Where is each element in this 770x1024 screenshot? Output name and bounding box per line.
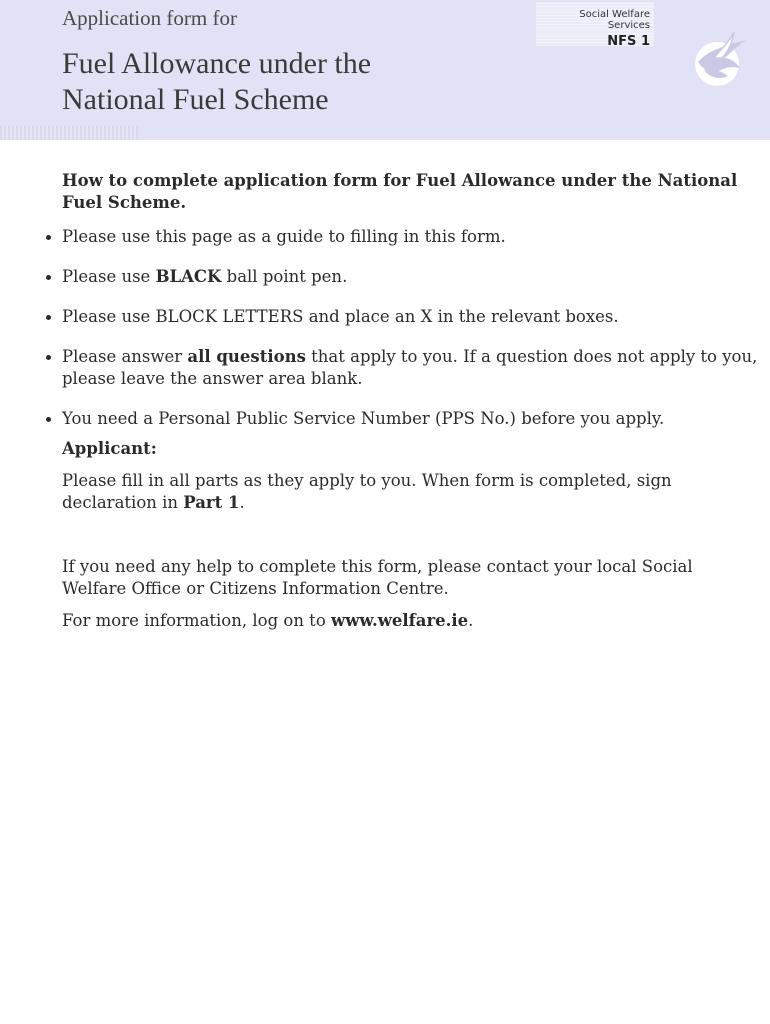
header-band xyxy=(0,0,770,140)
instructions-list xyxy=(62,226,762,430)
more-info-text: For more information, log on to xyxy=(62,611,331,630)
part-reference: Part 1 xyxy=(183,493,240,512)
form-subtitle: Application form for xyxy=(62,6,237,30)
bullet-text: that apply to you. If a question does not apply to you, please leave the answer area blank. xyxy=(62,347,758,388)
applicant-text-end: . xyxy=(239,493,245,512)
form-code: NFS 1 xyxy=(607,34,650,49)
applicant-heading: Applicant: xyxy=(62,439,157,458)
applicant-text: Please fill in all parts as they apply to you. When form is completed, sign declaration in xyxy=(62,471,672,512)
instructions-heading: How to complete application form for Fuel Allowance under the National Fuel Scheme. xyxy=(62,171,738,212)
bullet-text: Please use this page as a guide to filling in this form. xyxy=(62,227,506,246)
more-info-end: . xyxy=(468,611,474,630)
title-line-1: Fuel Allowance under the xyxy=(62,47,372,80)
more-info xyxy=(62,610,712,632)
list-item xyxy=(62,346,762,390)
instructions xyxy=(62,170,762,632)
bullet-emphasis: all questions xyxy=(187,347,306,366)
bullet-text: Please use BLOCK LETTERS and place an X in the relevant boxes. xyxy=(62,307,619,326)
bullet-text: Please use xyxy=(62,267,156,286)
list-item xyxy=(62,226,762,248)
header-decor-strip xyxy=(0,126,138,140)
bullet-text: Please answer xyxy=(62,347,188,366)
list-item xyxy=(62,306,762,328)
form-code-box xyxy=(536,2,654,49)
department-name: Social Welfare Services xyxy=(579,9,650,31)
bullet-text: ball point pen. xyxy=(221,267,348,286)
title-line-2: National Fuel Scheme xyxy=(62,83,329,116)
bird-logo-icon xyxy=(684,28,750,90)
list-item xyxy=(62,266,762,288)
page-title xyxy=(62,46,371,118)
applicant-instructions xyxy=(62,470,712,514)
bullet-text: You need a Personal Public Service Number (PPS No.) before you apply. xyxy=(62,409,665,428)
list-item xyxy=(62,408,762,430)
help-text: If you need any help to complete this form, please contact your local Social Welfare Office or Citizens Information Centre. xyxy=(62,557,693,598)
bullet-emphasis: BLACK xyxy=(155,267,222,286)
website-link[interactable]: www.welfare.ie xyxy=(331,611,469,630)
